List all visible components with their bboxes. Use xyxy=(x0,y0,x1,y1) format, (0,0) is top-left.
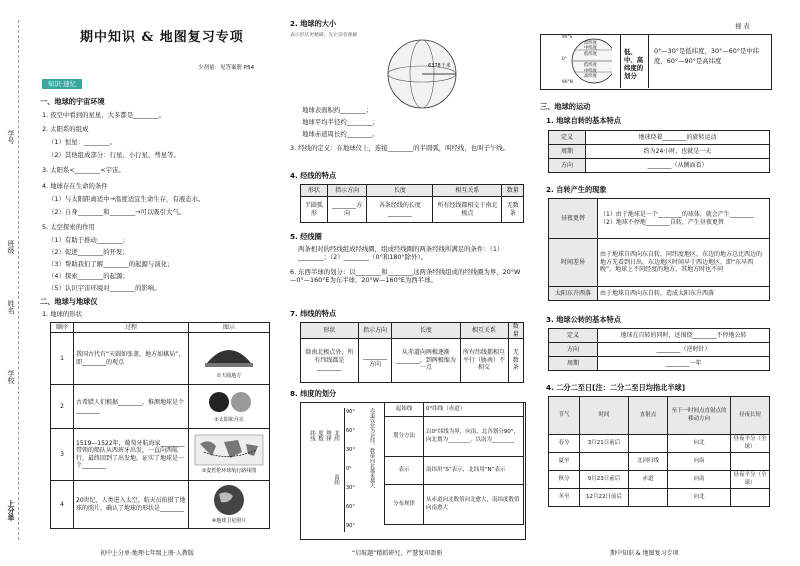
lat-tick-label: 30° xyxy=(346,485,355,491)
row-value: ________（从侧面看） xyxy=(586,159,770,173)
table-row xyxy=(51,333,270,385)
cell: 秋分 xyxy=(549,471,580,489)
cell: 9月23日前后 xyxy=(580,471,629,489)
cell: 除南北极点外，所有纬线都是________ xyxy=(301,339,359,383)
col-header: 图示 xyxy=(189,323,270,333)
zone-label: 0° xyxy=(562,57,567,63)
table-row xyxy=(51,481,270,529)
cell: 昼夜平分（全球） xyxy=(731,471,770,489)
row-value: 由于地球自西向东自转，同纬度地区，东边的地方总比西边的地方先看到日出，东边地区时间早于西边地区，即“东早西晚”，地球上不同经度的地方，其地方时也不同 xyxy=(598,239,770,287)
cell: 所有纬线都相互平行（胁南）不相交 xyxy=(460,339,508,383)
zone-label: 低纬度 xyxy=(584,63,597,68)
row-value: ________（逆时针） xyxy=(598,343,770,357)
col-header: 过程 xyxy=(74,323,189,333)
left-footer: 初中上分单·地理七年级上册·人教版 xyxy=(100,550,194,557)
col-header: 直射点 xyxy=(629,397,668,435)
s1-line: （1）与太阳距离适中→温度适宜生命生存，有液态水。 xyxy=(48,195,205,203)
table-row xyxy=(51,429,270,481)
row-value: 由于地球自西向东自转，造成太阳东升西落 xyxy=(598,287,770,301)
side-label-brand: 上分单 xyxy=(7,500,15,521)
figure-caption: ④地球卫星照片 xyxy=(211,518,247,524)
s1-line: （2）促进________的开发； xyxy=(48,248,129,256)
lat-label: 纬线 xyxy=(309,430,315,441)
cell: 3月21日前后 xyxy=(580,435,629,453)
col-header: 形状 xyxy=(301,323,359,339)
world-route-map xyxy=(194,434,264,466)
latitude-table xyxy=(384,402,524,525)
s1-line: 5. 太空探索的作用 xyxy=(42,223,95,231)
cell: 向北 xyxy=(668,489,731,507)
meridian-table xyxy=(300,184,524,223)
s1-line: 3. 太阳系<________<宇宙。 xyxy=(42,166,125,174)
row-value: ________一年 xyxy=(598,357,770,371)
m-s7-heading: 7. 纬线的特点 xyxy=(290,309,337,318)
row-number: 3 xyxy=(51,429,74,481)
m-s2-heading: 2. 地球的大小 xyxy=(290,19,337,28)
cell: 昼夜平分（全球） xyxy=(731,435,770,453)
row-figure xyxy=(189,385,270,429)
col-header: 数量 xyxy=(508,323,523,339)
cell xyxy=(731,489,770,507)
lat-tick-label: 60° xyxy=(346,504,355,510)
cell: ________方向 xyxy=(358,339,391,383)
m-s2-line: 地球表面积约________； xyxy=(302,106,373,114)
lat-tick-label: 60° xyxy=(346,428,355,434)
r-s3-heading: 三、地球的运动 xyxy=(540,102,591,111)
col-header: 相互关系 xyxy=(433,185,502,197)
sun-moon-illustration xyxy=(199,389,259,415)
s1-line: 2. 太阳系的组成 xyxy=(42,125,89,133)
section-tag: 知识·速忆 xyxy=(42,79,82,89)
s1-line: （3）帮助我们了解________的起源与演化； xyxy=(48,260,174,268)
row-number: 1 xyxy=(51,333,74,385)
s1-heading: 一、地球的宇宙环境 xyxy=(40,97,105,106)
cell: 各条经线的长度________ xyxy=(367,197,433,223)
page-title: 期中知识 & 地图复习专项 xyxy=(80,30,244,45)
row-head: 时间差异 xyxy=(549,239,598,287)
zone-label: 高纬度 xyxy=(584,40,597,46)
col-header: 长度 xyxy=(392,323,460,339)
table-row xyxy=(549,453,770,471)
figure-caption: ③麦哲伦环球航行路线图 xyxy=(201,468,257,474)
solstice-table xyxy=(548,396,770,507)
cell: 半圆弧形 xyxy=(301,197,328,223)
table-row xyxy=(549,471,770,489)
m-s2-line: 地球赤道周长约________。 xyxy=(302,130,379,138)
zone-head: 低、中、高纬度的划分 xyxy=(624,48,644,80)
revolution-table xyxy=(548,328,770,371)
lat-label: 规律 xyxy=(325,430,331,441)
zone-label: 中纬度 xyxy=(584,68,597,74)
row-text: 20世纪，人类进入太空，航天员拍摄了地球的照片，确认了地球的形状是________ xyxy=(74,481,189,529)
row-head: 方向 xyxy=(549,343,598,357)
lat-tick-label: 0° xyxy=(346,466,352,472)
cell: 12月22日前后 xyxy=(580,489,629,507)
row-text: 1519—1522年，葡萄牙航海家________带领的船队从西班牙出发，一直向西航行，最终回到了出发地，证实了地球是一个________ xyxy=(74,429,189,481)
figure-caption: ②太阳和月亮 xyxy=(214,417,244,423)
rotation-effects-table xyxy=(548,198,770,301)
radius-label: 6378千米 xyxy=(428,63,451,69)
col-header: 形状 xyxy=(301,185,328,197)
right-footer: 期中知识 & 地图复习专项 xyxy=(610,550,679,557)
col-header: 指示方向 xyxy=(358,323,391,339)
col-header: 长度 xyxy=(367,185,433,197)
side-label-class: 班级 xyxy=(7,240,15,254)
row-head: 周期 xyxy=(549,357,598,371)
row-head: 太阳东升西落 xyxy=(549,287,598,301)
r-sub1: 1. 地球自转的基本特点 xyxy=(546,116,621,125)
col-header: 相互关系 xyxy=(460,323,508,339)
m-s3-text: 3. 经线的定义：在地球仪上，连接________的半圆弧，叫经线，也叫子午线。 xyxy=(290,144,510,152)
table-row xyxy=(549,489,770,507)
cell: 向南 xyxy=(668,453,731,471)
row-text: 我国古代有“天圆如张盖，地方如棋局”，即________的观点 xyxy=(74,333,189,385)
cell: 夏至 xyxy=(549,453,580,471)
row-head: 昼夜更替 xyxy=(549,199,598,239)
cell xyxy=(580,453,629,471)
s1-line: （1）恒星：________。 xyxy=(48,138,116,146)
lat-axis xyxy=(344,408,345,532)
answer-source: 少剂量：见答案册 P54 xyxy=(198,65,255,71)
zone-label: 高纬度 xyxy=(584,74,597,80)
zone-text: 0°—30°是低纬度，30°—60°是中纬度，60°—90°是高纬度 xyxy=(654,47,760,65)
r-sub3: 3. 地球公转的基本特点 xyxy=(546,315,621,324)
lat-label: 度数 xyxy=(317,430,323,441)
s1-line: 4. 地球存在生命的条件 xyxy=(42,182,108,190)
row-value: 约为24小时，也就是一天 xyxy=(586,145,770,159)
zone-label: 中纬度 xyxy=(584,46,597,52)
zone-label: 低纬度 xyxy=(584,51,597,57)
m-s2-line: 地球平均半径约________； xyxy=(302,118,379,126)
cell: 北回归线 xyxy=(629,453,668,471)
col-header: 至下一时间点直射点的移动方向 xyxy=(668,397,731,435)
divider xyxy=(648,34,649,88)
divider xyxy=(620,34,621,88)
binding-line xyxy=(18,20,19,540)
m-s4-heading: 4. 经线的特点 xyxy=(290,171,337,180)
s1-line: 1. 夜空中看到的星星，大多都是________。 xyxy=(42,111,166,119)
cell: 从赤道向两极逐渐________，到两极缩为一点 xyxy=(392,339,460,383)
cell: 春分 xyxy=(549,435,580,453)
s1-line: （5）认识宇宙环境对________的影响。 xyxy=(48,284,161,292)
cell xyxy=(629,489,668,507)
table-row xyxy=(301,197,524,223)
row-head: 分布规律 xyxy=(385,485,424,525)
col-header: 时间 xyxy=(580,397,629,435)
row-value: （1）由于地球是一个________的球体，就会产生________ （2）地球不停地________自转，产生昼夜更替 xyxy=(598,199,770,239)
r-sub2: 2. 自转产生的现象 xyxy=(546,185,607,194)
cell: 无数条 xyxy=(502,197,524,223)
top-right-mark: 视 表 xyxy=(735,22,750,30)
lat-label: 南纬 xyxy=(333,474,339,485)
row-head: 划分方法 xyxy=(385,417,424,457)
cell: 向南 xyxy=(668,471,731,489)
side-label-student-id: 学号 xyxy=(7,130,15,144)
side-label-name: 姓名 xyxy=(7,300,15,314)
s1-line: （2）其他组成部分：行星、小行星、彗星等。 xyxy=(48,151,180,159)
row-head: 起始线 xyxy=(385,403,424,417)
row-figure xyxy=(189,333,270,385)
lat-label: 北纬 xyxy=(333,430,339,441)
col-header: 节气 xyxy=(549,397,580,435)
m-s2-note: 表示形状更精确，先让读者理解 xyxy=(290,33,358,38)
row-value: 从赤道向北数值向北愈大，南纬度数值向南愈大 xyxy=(424,485,524,525)
latitude-zone-diagram xyxy=(552,36,612,86)
parallel-table xyxy=(300,322,524,383)
middle-footer: “启航题”精抓研究，严慧复印盈册 xyxy=(352,550,443,557)
earth-size-globe xyxy=(370,36,480,112)
cell: 所有经线都相交于南北极点 xyxy=(433,197,502,223)
cell xyxy=(629,435,668,453)
row-value: 地球在自转的同时，还围绕________不停地公转 xyxy=(598,329,770,343)
s1-line: （4）探索________的起源； xyxy=(48,272,129,280)
m-s5-text: 两条相对的经线组成经线圈，组成经线圈的两条经线所满足的条件：（1）________；（2）________（0°和180°除外）。 xyxy=(298,245,504,261)
lat-tick-label: 90° xyxy=(346,523,355,529)
row-value: 0°纬线（赤道） xyxy=(424,403,524,417)
s2-sub: 1. 地球的形状 xyxy=(42,310,83,318)
row-value: 以0°纬线为界，向南、北各划分90°，向北划为________，以南为________ xyxy=(424,417,524,457)
cell xyxy=(731,453,770,471)
row-number: 4 xyxy=(51,481,74,529)
row-head: 定义 xyxy=(549,329,598,343)
dome-sky-illustration xyxy=(199,337,259,371)
row-head: 方向 xyxy=(549,159,586,173)
s1-line: （2）自身________和________→可以吸引大气。 xyxy=(48,208,186,216)
shape-history-table xyxy=(50,322,270,529)
m-s5-heading: 5. 经线圈 xyxy=(290,232,322,241)
figure-caption: ①天圆地方 xyxy=(216,373,242,379)
table-row xyxy=(549,435,770,453)
rotation-table xyxy=(548,130,770,173)
col-header: 昼夜长短 xyxy=(731,397,770,435)
zone-label: 90°N xyxy=(562,79,573,85)
m-s8-heading: 8. 纬度的划分 xyxy=(290,389,337,398)
col-header: 数量 xyxy=(502,185,524,197)
col-header: 指示方向 xyxy=(327,185,367,197)
lat-mid-label: 赤道以北为北纬，数值向北越来越大 xyxy=(369,408,375,488)
cell: ________方向 xyxy=(327,197,367,223)
row-text: 古希腊人们根据________，推测地球是个________ xyxy=(74,385,189,429)
row-figure xyxy=(189,429,270,481)
lat-tick-label: 90° xyxy=(346,409,355,415)
row-number: 2 xyxy=(51,385,74,429)
cell: 无数条 xyxy=(508,339,523,383)
zone-label: 90°S xyxy=(562,35,573,40)
r-sub4: 4. 二分二至日[注：二分二至日均指北半球] xyxy=(546,383,685,392)
col-header: 顺序 xyxy=(51,323,74,333)
row-figure xyxy=(189,481,270,529)
row-value: 地球绕着________的旋转运动 xyxy=(586,131,770,145)
row-head: 表示 xyxy=(385,457,424,485)
row-value: 南纬用“S”表示，北纬用“N”表示 xyxy=(424,457,524,485)
cell: 向北 xyxy=(668,435,731,453)
row-head: 周期 xyxy=(549,145,586,159)
table-row xyxy=(51,385,270,429)
earth-photo xyxy=(209,484,249,516)
s2-heading: 二、地球与地球仪 xyxy=(40,297,98,306)
row-head: 定义 xyxy=(549,131,586,145)
side-label-school: 学校 xyxy=(7,370,15,384)
table-row xyxy=(301,339,524,383)
lat-tick-label: 30° xyxy=(346,447,355,453)
cell: 冬至 xyxy=(549,489,580,507)
m-s6-text: 6. 东西半球的划分：以________和________这两条经线组成的经线圈为界，20°W—0°—160°E为东半球，20°W—160°E为西半球。 xyxy=(290,268,521,284)
cell: 赤道 xyxy=(629,471,668,489)
s1-line: （1）有助于推动________； xyxy=(48,236,129,244)
